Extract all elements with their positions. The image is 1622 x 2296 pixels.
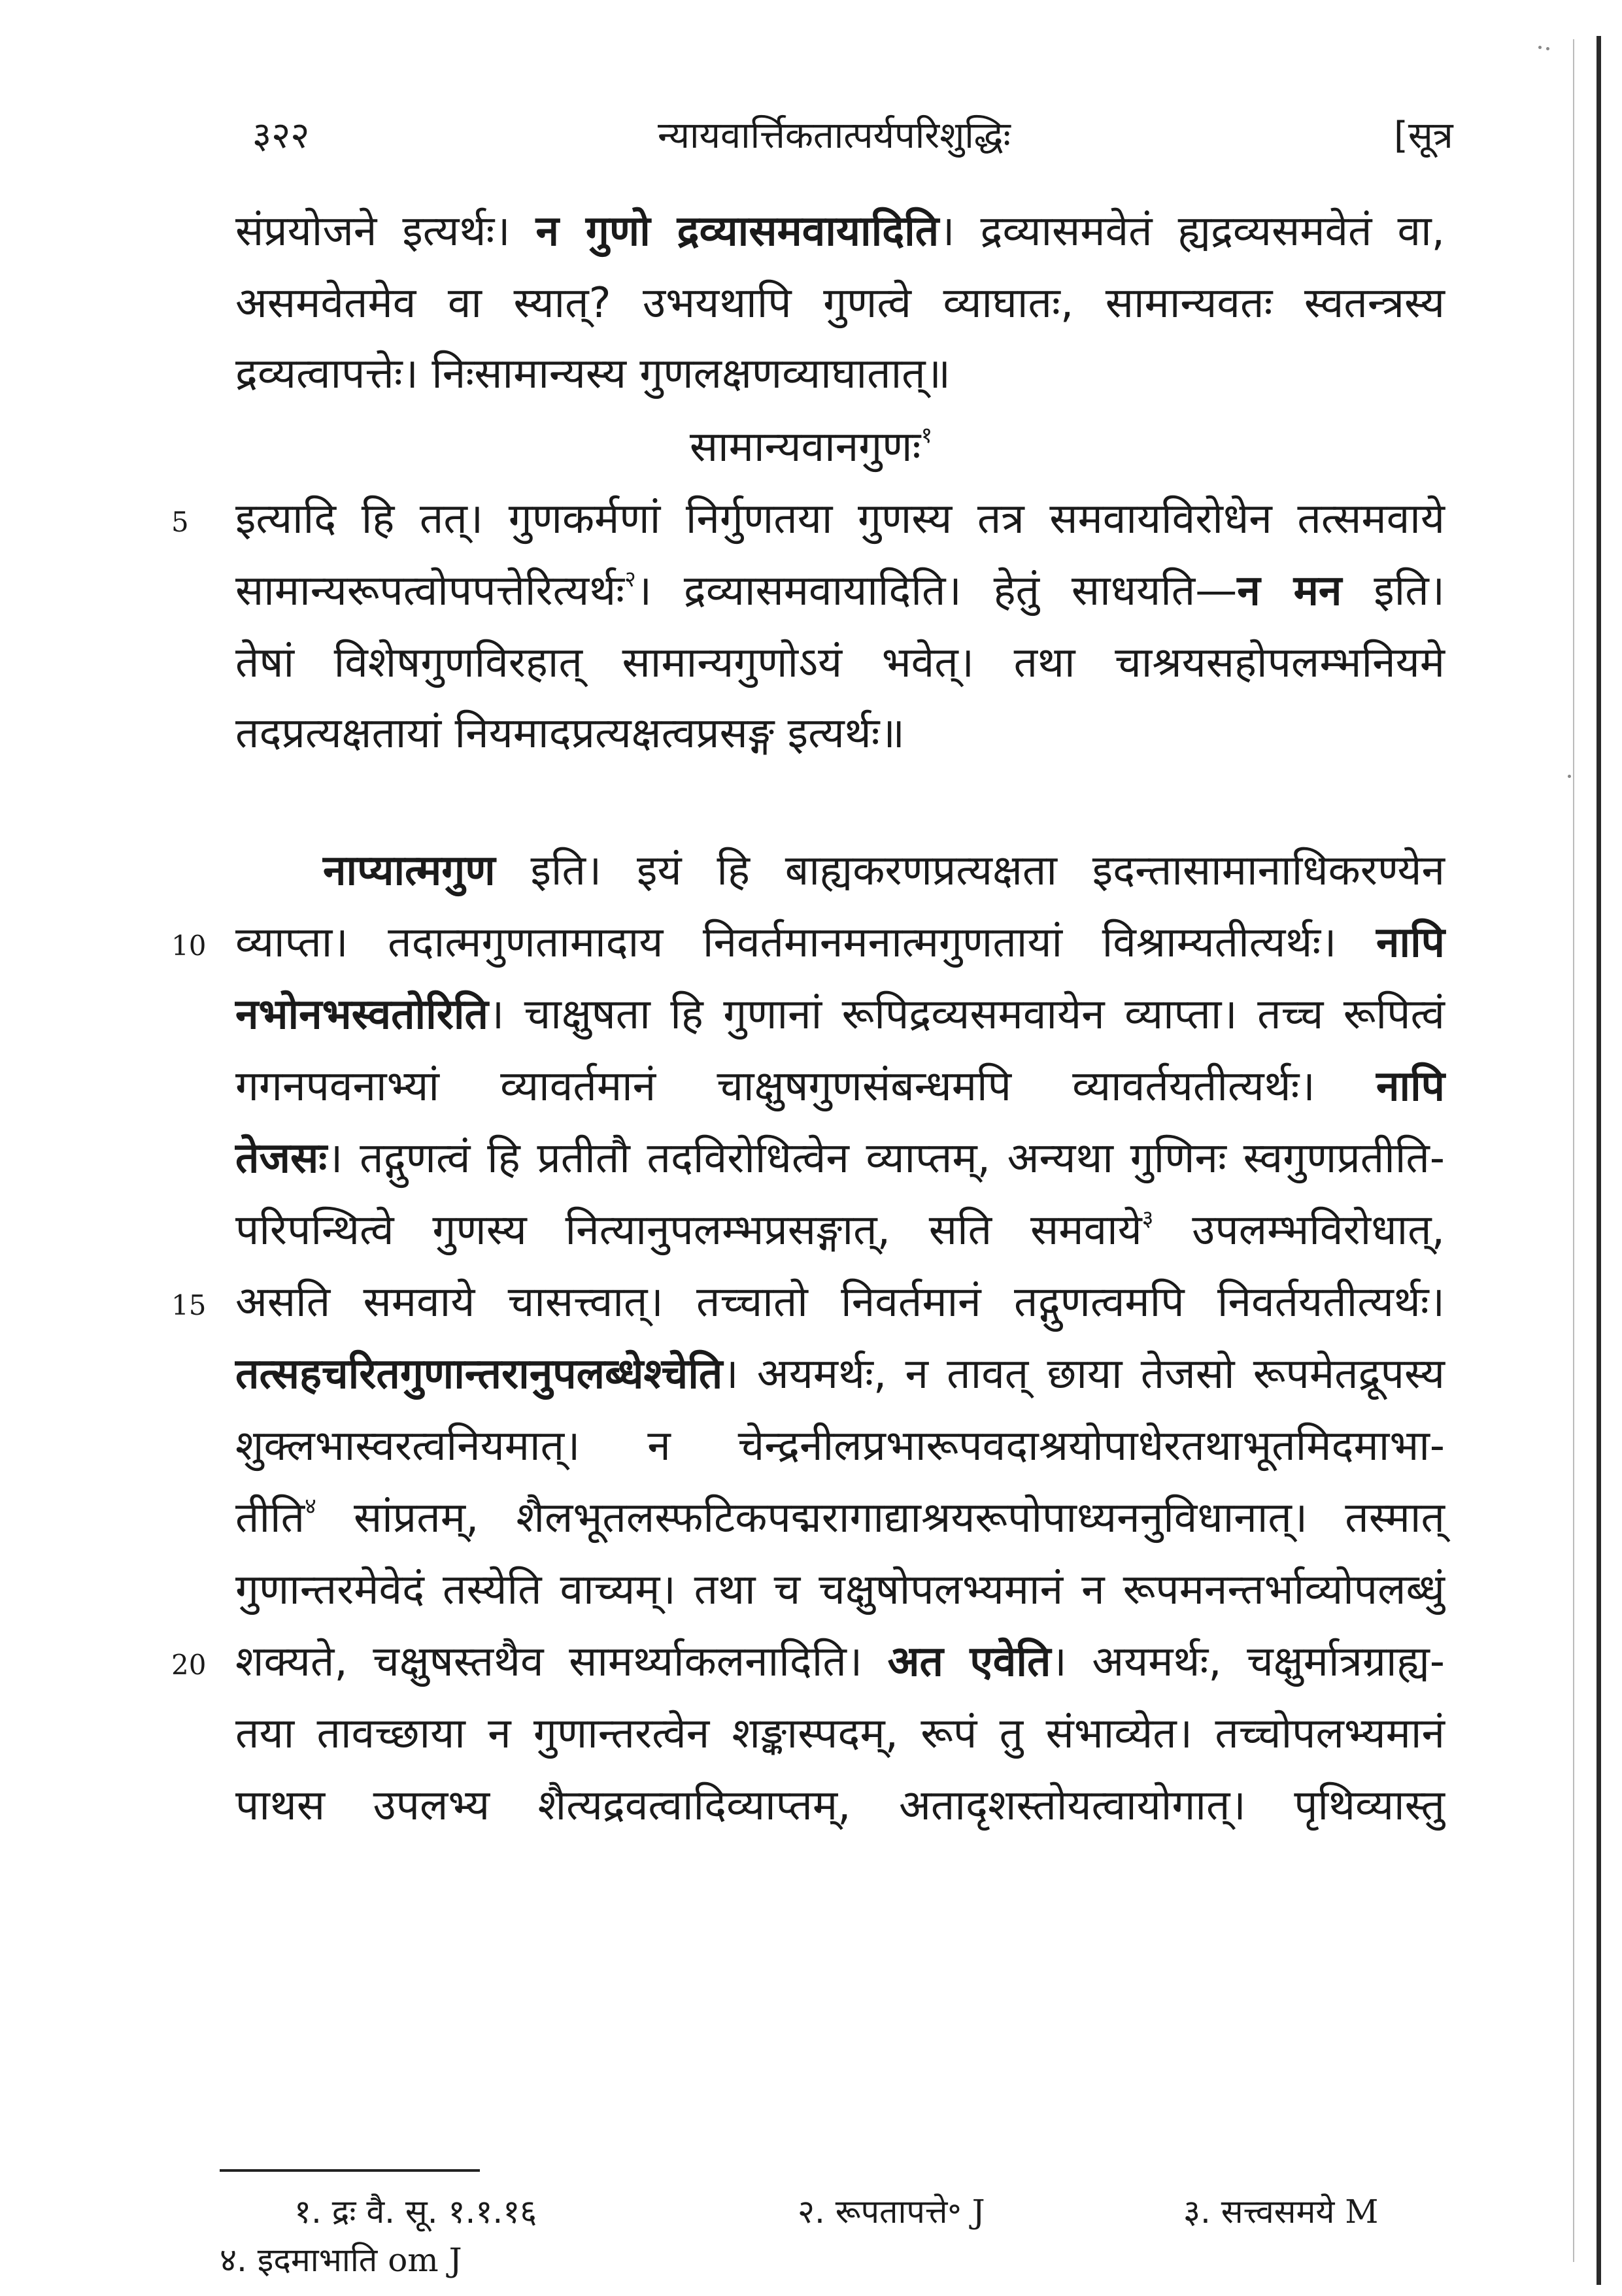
binding-shadow	[1573, 39, 1574, 2262]
line-number: 5	[171, 506, 189, 538]
scan-speck	[1568, 775, 1571, 778]
page-number: ३२२	[252, 114, 310, 157]
footnote-text: २. रूपतापत्ते॰	[798, 2193, 972, 2231]
text-line	[235, 990, 1445, 1039]
lemma: नापि	[1376, 919, 1445, 967]
text-line	[235, 1566, 1445, 1614]
lemma: न मन	[1237, 567, 1342, 615]
text-run: व्याप्ता। तदात्मगुणतामादाय निवर्तमानमनात्मगुणतायां विश्राम्यतीत्यर्थः।	[235, 919, 1376, 967]
footnote-ref: १	[921, 422, 933, 448]
line-number: 15	[171, 1289, 207, 1321]
footnote-ref: ३	[1141, 1206, 1154, 1232]
text-line	[235, 919, 1445, 967]
text-run: इति।	[1342, 567, 1445, 615]
text-run: असमवेतमेव वा स्यात्? उभयथापि गुणत्वे व्याघातः, सामान्यवतः स्वतन्त्रस्य	[235, 279, 1445, 328]
text-run: द्रव्यत्वापत्तेः। निःसामान्यस्य गुणलक्षणव्याघातात्॥	[235, 350, 951, 398]
lemma: नाप्यात्मगुण	[323, 847, 496, 895]
text-run: तया तावच्छाया न गुणान्तरत्वेन शङ्कास्पदम्, रूपं तु संभाव्येत। तच्चोपलभ्यमानं	[235, 1710, 1445, 1758]
section-marker: [सूत्र	[1394, 114, 1453, 157]
text-run: तदप्रत्यक्षतायां नियमादप्रत्यक्षत्वप्रसङ्ग इत्यर्थः॥	[235, 709, 905, 758]
footnote-text: १. द्रः वै. सू. १.१.१६	[294, 2193, 537, 2231]
footnote-text: ३. सत्त्वसमये	[1183, 2193, 1345, 2231]
text-line	[235, 1062, 1445, 1111]
text-line	[235, 709, 1445, 758]
lemma: नापि	[1376, 1062, 1445, 1111]
text-run: उपलम्भविरोधात्,	[1153, 1206, 1445, 1255]
binding-edge	[1597, 36, 1601, 2285]
text-run: । द्रव्यासमवेतं ह्यद्रव्यसमवेतं वा,	[939, 207, 1445, 256]
lemma: अत एवेति	[887, 1638, 1051, 1686]
text-run: सांप्रतम्, शैलभूतलस्फटिकपद्मरागाद्याश्रयरूपोपाध्यननुविधानात्। तस्मात्	[316, 1494, 1445, 1542]
scan-speck	[1538, 46, 1542, 49]
text-run: इत्यादि हि तत्। गुणकर्मणां निर्गुणतया गुणस्य तत्र समवायविरोधेन तत्समवाये	[235, 495, 1445, 543]
footnote-1	[294, 2193, 537, 2231]
text-run: । अयमर्थः, चक्षुर्मात्रग्राह्य-	[1051, 1638, 1445, 1686]
footnote-4	[220, 2241, 462, 2279]
text-line	[323, 847, 1445, 895]
text-line	[235, 1278, 1445, 1326]
text-line	[235, 495, 1445, 543]
text-line	[235, 1493, 1445, 1542]
text-line	[235, 1350, 1445, 1398]
text-run: । तद्गुणत्वं हि प्रतीतौ तदविरोधित्वेन व्याप्तम्, अन्यथा गुणिनः स्वगुणप्रतीति-	[327, 1134, 1445, 1183]
footnote-rule	[220, 2169, 480, 2172]
footnote-text: ४. इदमाभाति	[220, 2241, 388, 2279]
scan-speck	[1546, 47, 1549, 50]
text-run: तीति	[235, 1494, 305, 1542]
text-line	[235, 1710, 1445, 1758]
text-run: । द्रव्यासमवायादिति। हेतुं साधयति—	[635, 567, 1238, 615]
lemma: तत्सहचरितगुणान्तरानुपलब्धेश्चेति	[235, 1350, 723, 1398]
text-run: गगनपवनाभ्यां व्यावर्तमानं चाक्षुषगुणसंबन्धमपि व्यावर्तयतीत्यर्थः।	[235, 1062, 1376, 1111]
text-line	[235, 207, 1445, 256]
text-run: शक्यते, चक्षुषस्तथैव सामर्थ्याकलनादिति।	[235, 1638, 888, 1686]
lemma: नभोनभस्वतोरिति	[235, 990, 488, 1039]
text-run: सामान्यवानगुणः	[689, 423, 921, 471]
text-line	[0, 422, 1622, 471]
text-line	[235, 1134, 1445, 1183]
text-line	[235, 1422, 1445, 1470]
running-title: न्यायवार्त्तिकतात्पर्यपरिशुद्धिः	[658, 114, 1011, 157]
text-line	[235, 350, 1445, 398]
line-number: 20	[171, 1649, 207, 1681]
text-run: तेषां विशेषगुणविरहात् सामान्यगुणोऽयं भवेत्। तथा चाश्रयसहोपलम्भनियमे	[235, 639, 1445, 687]
footnote-siglum: J	[972, 2193, 985, 2231]
text-line	[235, 566, 1445, 615]
footnote-ref: ४	[305, 1493, 316, 1519]
text-line	[235, 1781, 1445, 1830]
text-run: । अयमर्थः, न तावत् छाया तेजसो रूपमेतद्रूपस्य	[722, 1350, 1445, 1398]
text-run: । चाक्षुषता हि गुणानां रूपिद्रव्यसमवायेन व्याप्ता। तच्च रूपित्वं	[488, 990, 1445, 1039]
line-number: 10	[171, 930, 207, 962]
text-line	[235, 1206, 1445, 1255]
text-run: संप्रयोजने इत्यर्थः।	[235, 207, 536, 256]
text-run: गुणान्तरमेवेदं तस्येति वाच्यम्। तथा च चक्षुषोपलभ्यमानं न रूपमनन्तर्भाव्योपलब्धुं	[235, 1566, 1445, 1614]
text-run: सामान्यरूपत्वोपपत्तेरित्यर्थः	[235, 567, 625, 615]
text-line	[235, 279, 1445, 328]
footnote-siglum: M	[1345, 2193, 1379, 2231]
footnote-3	[1183, 2193, 1379, 2231]
lemma: तेजसः	[235, 1134, 328, 1183]
text-run: इति। इयं हि बाह्यकरणप्रत्यक्षता इदन्तासामानाधिकरण्येन	[495, 847, 1445, 895]
text-run: पाथस उपलभ्य शैत्यद्रवत्वादिव्याप्तम्, अतादृशस्तोयत्वायोगात्। पृथिव्यास्तु	[235, 1781, 1445, 1830]
footnote-ref: २	[624, 566, 636, 592]
footnote-siglum: om J	[388, 2241, 462, 2279]
text-line	[235, 1638, 1445, 1686]
text-run: शुक्लभास्वरत्वनियमात्। न चेन्द्रनीलप्रभारूपवदाश्रयोपाधेरतथाभूतमिदमाभा-	[235, 1422, 1445, 1470]
lemma: न गुणो द्रव्यासमवायादिति	[535, 207, 939, 256]
text-run: असति समवाये चासत्त्वात्। तच्चातो निवर्तमानं तद्गुणत्वमपि निवर्तयतीत्यर्थः।	[235, 1278, 1445, 1326]
footnote-2	[798, 2193, 985, 2231]
text-line	[235, 639, 1445, 687]
text-run: परिपन्थित्वे गुणस्य नित्यानुपलम्भप्रसङ्गात्, सति समवाये	[235, 1206, 1142, 1255]
